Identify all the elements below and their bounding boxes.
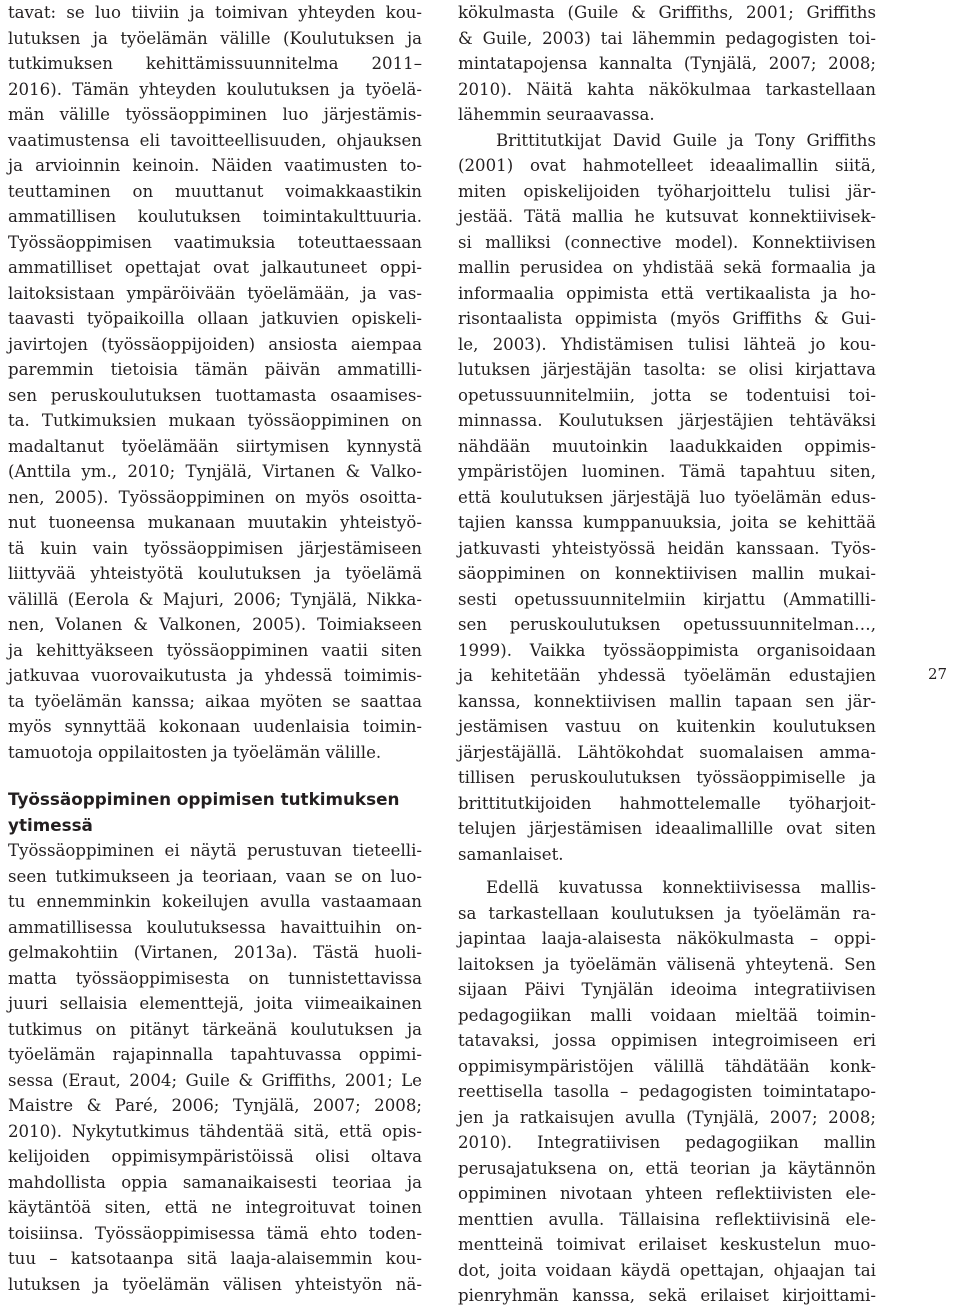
- text-line: tuu – katsotaanpa sitä laaja-alaisemmin kou-: [8, 1249, 422, 1268]
- text-line: myös synnyttää kokonaan uudenlaisia toimin-: [8, 717, 422, 736]
- text-line: sen peruskoulutuksen opetussuunnitelman…,: [458, 615, 876, 634]
- text-line: risontaalista oppimista (myös Griffiths & Gui-: [458, 309, 876, 328]
- text-line: juuri sellaisia elementtejä, joita viimeaikainen: [8, 994, 422, 1013]
- text-line: minnassa. Koulutuksen järjestäjien tehtäväksi: [458, 411, 876, 430]
- text-line: Brittitutkijat David Guile ja Tony Griffiths: [496, 130, 876, 150]
- text-line: 2010). Näitä kahta näkökulmaa tarkastellaan: [458, 79, 876, 99]
- text-line: nen, Volanen & Valkonen, 2005). Toimiakseen: [8, 615, 422, 634]
- text-line: miten opiskelijoiden työharjoittelu tulisi jär-: [458, 181, 876, 201]
- text-line: tajien kanssa kumppanuuksia, joita se kehittää: [458, 513, 876, 532]
- text-line: ammatilliset opettajat ovat jalkautuneet oppi-: [8, 258, 422, 277]
- text-line: japintaa laaja-alaisesta näkökulmasta – oppi-: [458, 929, 876, 948]
- text-line: tatavaksi, jossa oppimisen integroimiseen eri: [458, 1031, 876, 1050]
- text-line: sijaan Päivi Tynjälän ideoima integratiivisen: [458, 980, 876, 999]
- left-paragraph-1: [8, 0, 422, 765]
- text-line: sessa (Eraut, 2004; Guile & Griffiths, 2001; Le: [8, 1070, 422, 1090]
- text-line: ammatillisessa koulutuksessa havaittuihin on-: [8, 917, 422, 937]
- text-line: män välille työssäoppiminen luo järjestämis-: [8, 105, 422, 124]
- text-line: tamuotoja oppilaitosten ja työelämän välille.: [8, 742, 382, 762]
- text-line: lutuksen ja työelämän välille (Koulutuksen ja: [8, 28, 422, 48]
- text-line: reettisella tasolla – pedagogisten toimintatapo-: [458, 1082, 876, 1101]
- text-line: jestämisen vastuu on kuitenkin koulutuksen: [458, 717, 876, 736]
- text-line: paremmin tietoisia tämän päivän ammatilli-: [8, 360, 422, 379]
- text-line: kelijoiden oppimisympäristöissä olisi oltava: [8, 1147, 422, 1166]
- text-line: lutuksen järjestäjän tasolta: se olisi kirjattava: [458, 360, 876, 379]
- text-line: taavasti työpaikoilla ollaan jatkuvien opiskeli-: [8, 309, 422, 328]
- text-line: ja arvioinnin keinoin. Näiden vaatimusten to-: [8, 156, 422, 175]
- text-line: tu ennemminkin kokeilujen avulla vastaamaan: [8, 892, 422, 911]
- text-line: että koulutuksen järjestäjä luo työelämän edus-: [458, 487, 876, 507]
- heading-line: ytimessä: [8, 814, 93, 835]
- text-line: kanssa, konnektiivisen mallin tapaan sen jär-: [458, 691, 876, 711]
- text-line: kökulmasta (Guile & Griffiths, 2001; Griffiths: [458, 3, 876, 22]
- page-number: 27: [928, 665, 948, 683]
- text-line: sen peruskoulutuksen tuottamasta osaamises-: [8, 385, 422, 405]
- text-line: javirtojen (työssäoppijoiden) ansiosta aiempaa: [8, 334, 422, 354]
- text-line: (2001) ovat hahmotelleet ideaalimallin siitä,: [458, 156, 876, 175]
- text-line: nähdään muutoinkin laadukkaiden oppimis-: [458, 436, 876, 456]
- paragraph-gap: [458, 867, 876, 875]
- text-line: matta työssäoppimisesta on tunnistettavissa: [8, 968, 422, 988]
- text-line: mintatapojensa kannalta (Tynjälä, 2007; 2008;: [458, 54, 876, 73]
- text-line: sa tarkastellaan koulutuksen ja työelämän ra-: [458, 903, 876, 923]
- text-line: ja kehittyäkseen työssäoppiminen vaatii siten: [8, 640, 422, 660]
- text-line: (Anttila ym., 2010; Tynjälä, Virtanen & Valko-: [8, 462, 422, 481]
- text-line: työelämän rajapinnalla tapahtuvassa oppimi-: [8, 1045, 422, 1064]
- text-line: nen, 2005). Työssäoppiminen on myös osoitta-: [8, 487, 422, 507]
- text-line: pienryhmän kanssa, sekä erilaiset kirjoittami-: [458, 1286, 876, 1305]
- text-line: Maistre & Paré, 2006; Tynjälä, 2007; 2008;: [8, 1096, 422, 1115]
- section-gap: [8, 765, 422, 787]
- text-line: Edellä kuvatussa konnektiivisessa mallis-: [486, 878, 876, 897]
- text-line: mahdollista oppia samanaikaisesti teoriaa ja: [8, 1172, 422, 1192]
- section-heading: [8, 787, 422, 838]
- text-line: Työssäoppimisen vaatimuksia toteuttaessaan: [8, 232, 422, 252]
- text-line: telujen järjestämisen ideaalimallille ovat siten: [458, 819, 876, 838]
- text-line: jen ja ratkaisujen avulla (Tynjälä, 2007; 2008;: [458, 1107, 876, 1127]
- text-line: vaatimustensa eli tavoitteellisuuden, ohjauksen: [8, 130, 422, 150]
- text-line: samanlaiset.: [458, 844, 564, 864]
- text-line: oppiminen nivotaan yhteen reflektiivisten ele-: [458, 1184, 876, 1203]
- right-paragraph-3: [458, 875, 876, 1309]
- text-line: tillisen peruskoulutuksen työssäoppimiselle ja: [458, 768, 876, 787]
- text-line: gelmakohtiin (Virtanen, 2013a). Tästä huoli-: [8, 943, 422, 962]
- text-line: & Guile, 2003) tai lähemmin pedagogisten toi-: [458, 28, 876, 48]
- text-line: mentteinä toimivat erilaiset keskustelun muo-: [458, 1235, 876, 1254]
- text-line: 2016). Tämän yhteyden koulutuksen ja työelä-: [8, 79, 422, 99]
- text-line: sesti opetussuunnitelmiin kirjattu (Ammatilli-: [458, 589, 876, 609]
- text-line: mallin perusidea on yhdistää sekä formaalia ja: [458, 258, 876, 277]
- text-line: brittitutkijoiden hahmottelemalle työharjoit-: [458, 793, 876, 813]
- text-line: oppimisympäristöjen välillä tähdätään konk-: [458, 1056, 876, 1076]
- text-line: tutkimuksen kehittämissuunnitelma 2011–: [8, 54, 422, 73]
- text-line: dot, joita voidaan käydä opettajan, ohjaajan tai: [458, 1260, 876, 1280]
- text-line: toisiinsa. Työssäoppimisessa tämä ehto toden-: [8, 1223, 422, 1243]
- left-paragraph-2: [8, 838, 422, 1297]
- right-paragraph-1: [458, 0, 876, 128]
- text-line: ympäristöjen luominen. Tämä tapahtuu siten,: [458, 462, 876, 481]
- text-line: opetussuunnitelmiin, jotta se todentuisi toi-: [458, 385, 876, 405]
- text-line: le, 2003). Yhdistämisen tulisi lähteä jo kou-: [458, 334, 876, 354]
- text-line: jatkuvasti yhteistyössä heidän kanssaan. Työs-: [458, 538, 876, 558]
- text-line: madaltanut työelämään siirtymisen kynnystä: [8, 436, 422, 456]
- text-line: tä kuin vain työssäoppimisen järjestämiseen: [8, 538, 422, 558]
- text-line: ammatillisen koulutuksen toimintakulttuuria.: [8, 207, 422, 226]
- text-line: Työssäoppiminen ei näytä perustuvan tieteelli-: [8, 841, 422, 860]
- text-line: pedagogiikan malli voidaan mieltää toimin-: [458, 1005, 876, 1025]
- text-line: ta. Tutkimuksien mukaan työssäoppiminen on: [8, 411, 422, 430]
- text-line: jatkuvaa vuorovaikutusta ja yhdessä toimimis-: [8, 666, 422, 685]
- text-line: laitoksistaan ympäröivään työelämään, ja vas-: [8, 283, 422, 303]
- text-line: järjestäjällä. Lähtökohdat suomalaisen amma-: [458, 742, 876, 762]
- text-line: säoppiminen on konnektiivisen mallin mukai-: [458, 564, 876, 583]
- text-line: 2010). Integratiivisen pedagogiikan mallin: [458, 1133, 876, 1152]
- text-line: 1999). Vaikka työssäoppimista organisoidaan: [458, 640, 876, 660]
- text-line: lutuksen ja työelämän välisen yhteistyön nä-: [8, 1274, 422, 1294]
- text-line: seen tutkimukseen ja teoriaan, vaan se on luo-: [8, 866, 422, 886]
- text-line: välillä (Eerola & Majuri, 2006; Tynjälä, Nikka-: [8, 589, 422, 609]
- text-line: nut tuoneensa mukanaan muutakin yhteistyö-: [8, 513, 422, 532]
- heading-line: Työssäoppiminen oppimisen tutkimuksen: [8, 789, 400, 809]
- text-line: informaalia oppimista että vertikaalista ja ho-: [458, 283, 876, 303]
- text-line: tutkimus on pitänyt tärkeänä koulutuksen ja: [8, 1019, 422, 1039]
- left-column: [8, 0, 422, 1297]
- text-line: 2010). Nykytutkimus tähdentää sitä, että opis-: [8, 1121, 422, 1141]
- text-line: ja kehitetään yhdessä työelämän edustajien: [458, 666, 876, 685]
- text-line: laitoksen ja työelämän välisenä yhteytenä. Sen: [458, 954, 876, 974]
- text-line: menttien avulla. Tällaisina reflektiivisinä ele-: [458, 1209, 876, 1229]
- right-paragraph-2: [458, 128, 876, 868]
- text-line: jestää. Tätä mallia he kutsuvat konnektiivisek-: [458, 207, 876, 226]
- text-line: si malliksi (connective model). Konnektiivisen: [458, 232, 876, 252]
- text-line: teuttaminen on muuttanut voimakkaastikin: [8, 181, 422, 201]
- text-line: lähemmin seuraavassa.: [458, 105, 655, 124]
- text-line: ta työelämän kanssa; aikaa myöten se saattaa: [8, 691, 422, 711]
- text-line: liittyvää yhteistyötä koulutuksen ja työelämä: [8, 564, 422, 583]
- text-line: käytäntöä siten, että ne integroituvat toinen: [8, 1198, 422, 1217]
- right-column: [458, 0, 876, 1309]
- text-line: perusajatuksena on, että teorian ja käytännön: [458, 1158, 876, 1178]
- text-line: tavat: se luo tiiviin ja toimivan yhteyden kou-: [8, 3, 422, 22]
